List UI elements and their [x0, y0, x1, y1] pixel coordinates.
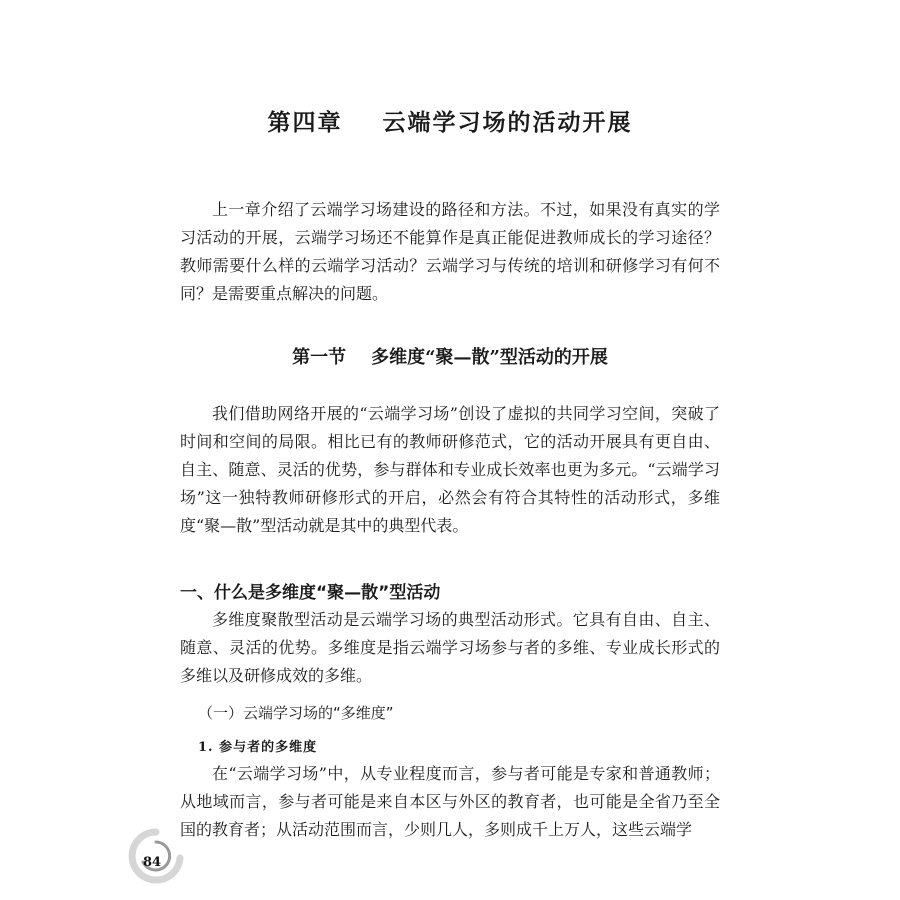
intro-paragraph: 上一章介绍了云端学习场建设的路径和方法。不过，如果没有真实的学习活动的开展，云端学习场还不能算作是真正能促进教师成长的学习途径？教师需要什么样的云端学习活动？云端学习与传统的培训和研修学习有何不同？是需要重点解决的问题。 [180, 200, 720, 303]
subsection-heading: 一、什么是多维度“聚—散”型活动 [180, 583, 441, 603]
item-heading: 1. 参与者的多维度 [198, 740, 318, 755]
body-paragraph: 在“云端学习场”中，从专业程度而言，参与者可能是专家和普通教师；从地域而言，参与者可能是来自本区与外区的教育者，也可能是全省乃至全国的教育者；从活动范围而言，少则几人，多则成千上万人，这些云端学 [180, 764, 720, 839]
page-number-badge [126, 826, 186, 886]
section-intro-paragraph: 我们借助网络开展的“云端学习场”创设了虚拟的共同学习空间，突破了时间和空间的局限。相比已有的教师研修范式，它的活动开展具有更自由、自主、随意、灵活的优势，参与群体和专业成长效率也更为多元。“云端学习场”这一独特教师研修形式的开启，必然会有符合其特性的活动形式，多维度“聚—散”型活动就是其中的典型代表。 [180, 404, 720, 535]
sub-subsection-heading: （一）云端学习场的“多维度” [198, 704, 394, 722]
section-title: 第一节 多维度“聚—散”型活动的开展 [292, 347, 608, 368]
subsection-paragraph: 多维度聚散型活动是云端学习场的典型活动形式。它具有自由、自主、随意、灵活的优势。多维度是指云端学习场参与者的多维、专业成长形式的多维以及研修成效的多维。 [180, 610, 720, 685]
page-number: 84 [143, 855, 162, 870]
chapter-title: 第四章 云端学习场的活动开展 [267, 110, 633, 136]
